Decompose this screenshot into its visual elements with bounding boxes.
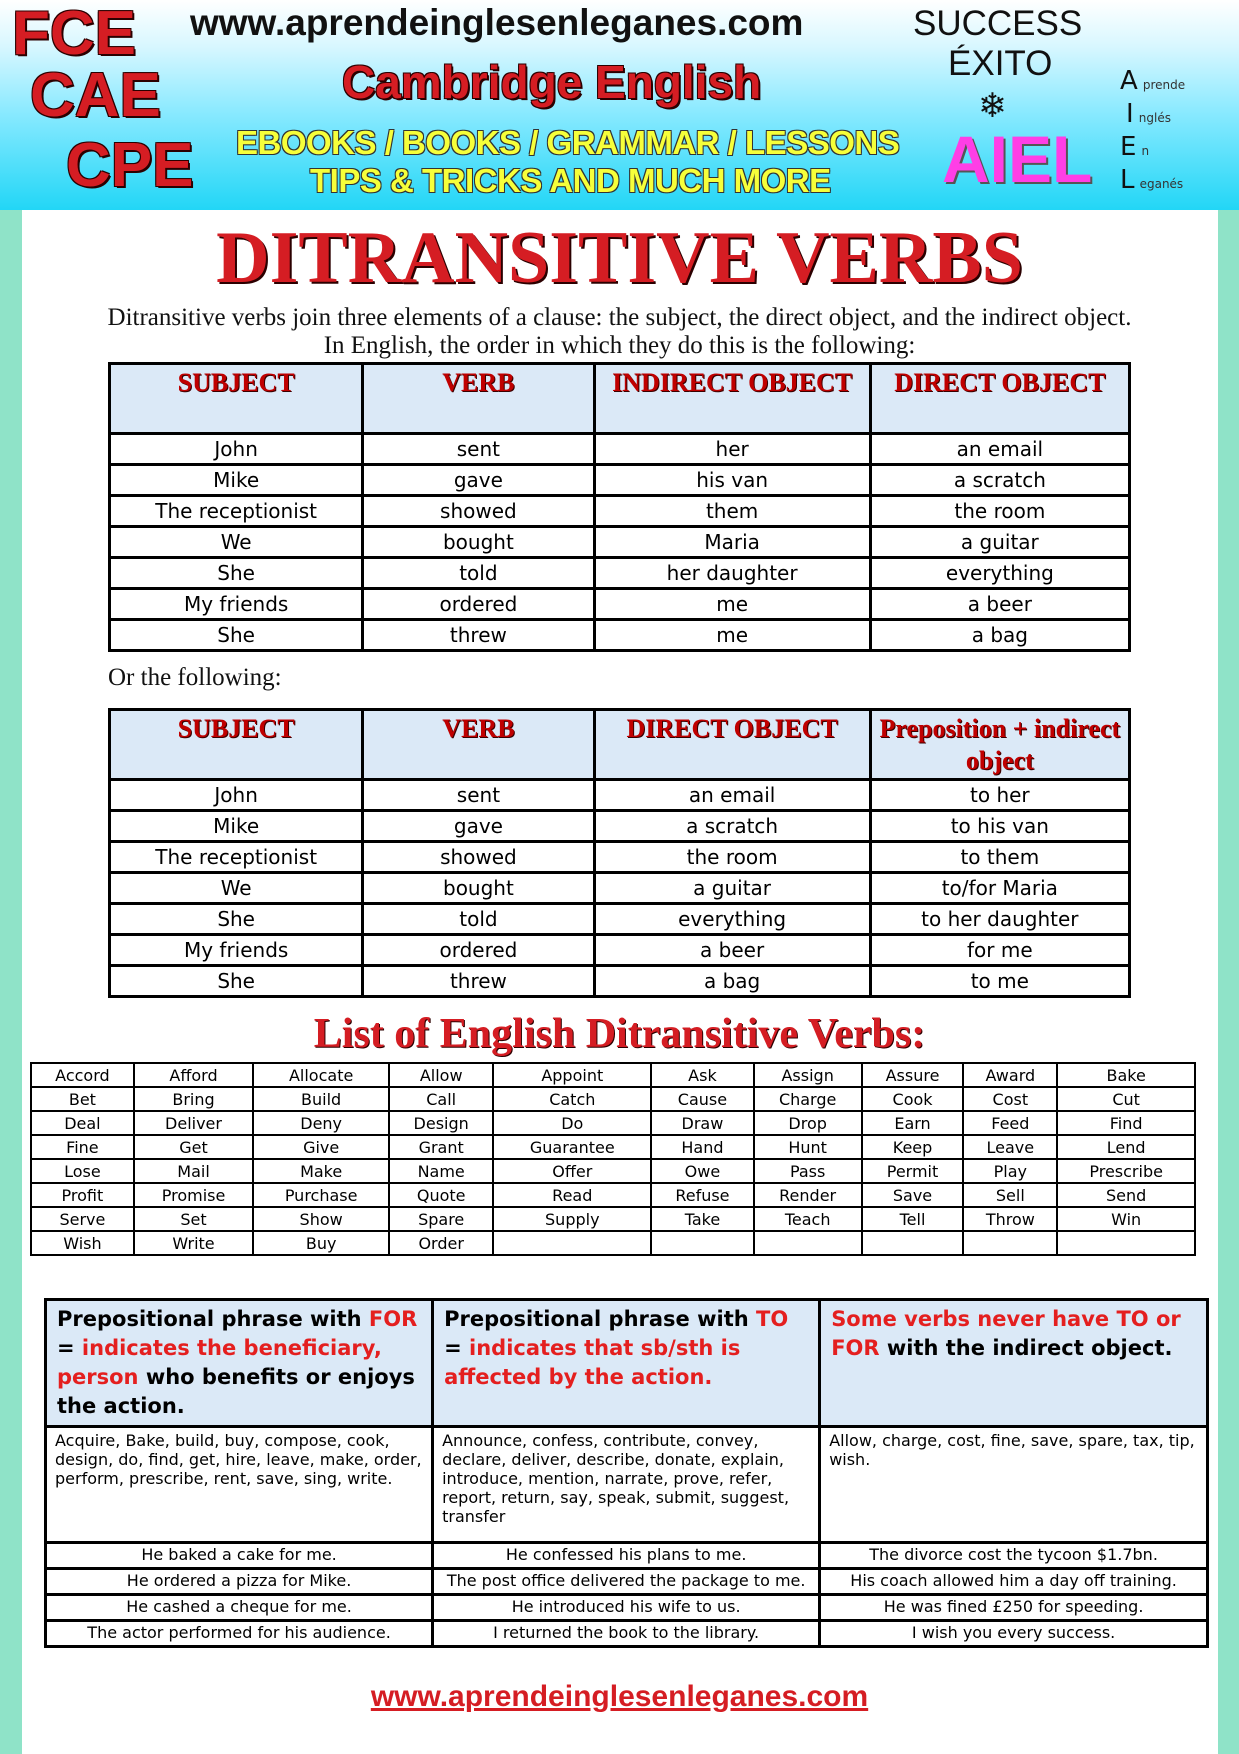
example-row [46,1543,1208,1569]
verb-cell: Render [754,1183,862,1207]
verb-cell: Leave [963,1135,1057,1159]
table-cell: me [594,620,870,651]
example-row [46,1595,1208,1621]
table-cell: My friends [110,589,363,620]
verb-cell: Build [253,1087,389,1111]
table-order-1 [108,362,1131,652]
verb-cell: Lend [1057,1135,1195,1159]
table-cell: to me [870,966,1129,997]
table-row [110,434,1130,465]
table-cell: She [110,904,363,935]
table-row [31,1231,1195,1255]
header-direct-object: DIRECT OBJECT [870,364,1129,434]
table-cell: We [110,873,363,904]
verb-cell: Teach [754,1207,862,1231]
intro-line-2: In English, the order in which they do this is the following: [323,332,916,359]
table-cell: a guitar [594,873,870,904]
verb-cell: Refuse [651,1183,753,1207]
table-order-2 [108,708,1131,998]
table-row [31,1063,1195,1087]
verb-cell: Deal [31,1111,134,1135]
verb-cell: Appoint [493,1063,651,1087]
example-cell: The post office delivered the package to me. [433,1569,820,1595]
table-cell: The receptionist [110,496,363,527]
table-cell: a beer [594,935,870,966]
verb-cell: Cost [963,1087,1057,1111]
table-cell: the room [594,842,870,873]
acrostic-rest: prende [1142,78,1186,92]
example-cell: The actor performed for his audience. [46,1621,433,1647]
verb-cell: Purchase [253,1183,389,1207]
table-cell: his van [594,465,870,496]
verb-cell: Give [253,1135,389,1159]
table-cell: them [594,496,870,527]
table-row [110,873,1130,904]
example-cell: He introduced his wife to us. [433,1595,820,1621]
verb-cell: Write [134,1231,253,1255]
verb-cell [754,1231,862,1255]
verb-cell: Permit [862,1159,964,1183]
example-cell: He cashed a cheque for me. [46,1595,433,1621]
verb-cell: Assure [862,1063,964,1087]
verb-cell: Fine [31,1135,134,1159]
brand-title: Cambridge English [342,56,762,108]
verb-cell: Owe [651,1159,753,1183]
table-cell: a scratch [594,811,870,842]
logo-fce: FCE [12,0,136,68]
table-cell: to her daughter [870,904,1129,935]
table-cell: a bag [594,966,870,997]
verb-cell: Design [389,1111,493,1135]
table-cell: told [363,904,594,935]
verb-cell [1057,1231,1195,1255]
table-row [110,935,1130,966]
table-cell: ordered [363,589,594,620]
table-row [31,1135,1195,1159]
table-cell: Maria [594,527,870,558]
table-row [110,465,1130,496]
verb-cell: Tell [862,1207,964,1231]
for-header: Prepositional phrase with FOR = indicates the beneficiary, person who benefits or enjoys the action. [46,1300,433,1427]
verb-cell: Allow [389,1063,493,1087]
footer-url[interactable]: www.aprendeinglesenleganes.com [370,1680,869,1713]
preposition-table [44,1298,1209,1648]
verb-cell [963,1231,1057,1255]
never-verb-list: Allow, charge, cost, fine, save, spare, tax, tip, wish. [820,1427,1208,1543]
table-cell: to her [870,780,1129,811]
success-label: SUCCESS [913,4,1083,43]
verb-cell: Accord [31,1063,134,1087]
to-header: Prepositional phrase with TO = indicates that sb/sth is affected by the action. [433,1300,820,1427]
acrostic-rest: nglés [1138,111,1171,125]
table-cell: She [110,966,363,997]
table-cell: an email [594,780,870,811]
table-cell: showed [363,496,594,527]
example-row [46,1569,1208,1595]
header-banner [0,0,1239,210]
or-following-label: Or the following: [108,664,282,691]
table-cell: to them [870,842,1129,873]
verb-cell: Offer [493,1159,651,1183]
page-title: DITRANSITIVE VERBS [216,217,1023,299]
logo-cae: CAE [30,61,161,130]
for-verb-list: Acquire, Bake, build, buy, compose, cook, design, do, find, get, hire, leave, make, order, perform, prescribe, rent, save, sing, write. [46,1427,433,1543]
table-cell: a guitar [870,527,1129,558]
table-cell: threw [363,966,594,997]
example-cell: I wish you every success. [820,1621,1208,1647]
verb-cell: Cook [862,1087,964,1111]
verb-cell: Do [493,1111,651,1135]
table-cell: ordered [363,935,594,966]
acrostic-letter: E [1120,132,1137,162]
table-row [31,1159,1195,1183]
verb-cell: Bring [134,1087,253,1111]
example-cell: He confessed his plans to me. [433,1543,820,1569]
aiel-logo: AIEL [942,122,1093,196]
verb-cell: Supply [493,1207,651,1231]
snowflake-icon: ❄ [978,86,1007,126]
table-cell: a bag [870,620,1129,651]
header-subject: SUBJECT [110,364,363,434]
table-row [31,1183,1195,1207]
verb-grid [30,1062,1196,1256]
verb-cell: Cause [651,1087,753,1111]
table-row [110,842,1130,873]
verb-cell: Allocate [253,1063,389,1087]
verb-cell: Hunt [754,1135,862,1159]
verb-cell: Quote [389,1183,493,1207]
acrostic-rest: n [1141,144,1150,158]
verb-cell: Drop [754,1111,862,1135]
table-cell: to/for Maria [870,873,1129,904]
verb-cell: Name [389,1159,493,1183]
header-preposition-indirect-object: Preposition + indirect object [870,710,1129,780]
table-cell: me [594,589,870,620]
table-cell: her [594,434,870,465]
verb-cell: Mail [134,1159,253,1183]
example-cell: The divorce cost the tycoon $1.7bn. [820,1543,1208,1569]
tagline-1: EBOOKS / BOOKS / GRAMMAR / LESSONS [236,124,900,161]
example-cell: I returned the book to the library. [433,1621,820,1647]
table-cell: a beer [870,589,1129,620]
example-cell: His coach allowed him a day off training. [820,1569,1208,1595]
table-cell: Mike [110,811,363,842]
table-cell: Mike [110,465,363,496]
table-cell: the room [870,496,1129,527]
verb-cell [862,1231,964,1255]
table-cell: The receptionist [110,842,363,873]
verb-cell: Deliver [134,1111,253,1135]
table-cell: an email [870,434,1129,465]
verb-cell: Serve [31,1207,134,1231]
exito-label: ÉXITO [948,44,1053,83]
verb-cell: Hand [651,1135,753,1159]
example-cell: He baked a cake for me. [46,1543,433,1569]
verb-cell: Award [963,1063,1057,1087]
verb-cell [651,1231,753,1255]
table-cell: John [110,434,363,465]
verb-cell: Promise [134,1183,253,1207]
verb-cell: Draw [651,1111,753,1135]
table-row [110,620,1130,651]
verb-cell: Sell [963,1183,1057,1207]
table-row [31,1087,1195,1111]
table-row [110,558,1130,589]
acrostic [1120,66,1230,198]
verb-cell: Deny [253,1111,389,1135]
header-indirect-object: INDIRECT OBJECT [594,364,870,434]
table-row [110,811,1130,842]
verb-cell: Pass [754,1159,862,1183]
verb-cell: Find [1057,1111,1195,1135]
verb-cell: Get [134,1135,253,1159]
to-verb-list: Announce, confess, contribute, convey, declare, deliver, describe, donate, explain, introduce, mention, narrate, prove, refer, report, return, say, speak, submit, suggest, transfer [433,1427,820,1543]
logo-cpe: CPE [66,131,194,200]
verb-cell [493,1231,651,1255]
verb-cell: Feed [963,1111,1057,1135]
table-cell: gave [363,811,594,842]
verb-cell: Take [651,1207,753,1231]
table-cell: She [110,558,363,589]
table-cell: bought [363,873,594,904]
verb-cell: Wish [31,1231,134,1255]
verb-cell: Catch [493,1087,651,1111]
table-row [31,1111,1195,1135]
table-cell: gave [363,465,594,496]
verb-cell: Assign [754,1063,862,1087]
table-cell: John [110,780,363,811]
table-cell: showed [363,842,594,873]
header-direct-object: DIRECT OBJECT [594,710,870,780]
table-cell: sent [363,780,594,811]
header-url[interactable]: www.aprendeinglesenleganes.com [190,2,804,43]
verb-cell: Read [493,1183,651,1207]
example-row [46,1621,1208,1647]
verb-cell: Set [134,1207,253,1231]
verb-cell: Call [389,1087,493,1111]
header-verb: VERB [363,364,594,434]
never-header: Some verbs never have TO or FOR with the indirect object. [820,1300,1208,1427]
verb-cell: Buy [253,1231,389,1255]
example-cell: He ordered a pizza for Mike. [46,1569,433,1595]
table-cell: She [110,620,363,651]
table-row [110,589,1130,620]
table-row [110,904,1130,935]
table-cell: everything [594,904,870,935]
table-row [110,966,1130,997]
verb-cell: Keep [862,1135,964,1159]
verb-cell: Lose [31,1159,134,1183]
verb-cell: Profit [31,1183,134,1207]
verb-cell: Order [389,1231,493,1255]
verb-cell: Win [1057,1207,1195,1231]
acrostic-letter: I [1126,99,1134,129]
verb-cell: Prescribe [1057,1159,1195,1183]
intro-line-1: Ditransitive verbs join three elements of a clause: the subject, the direct object, and the indirect object. [107,304,1132,331]
verb-list-title: List of English Ditransitive Verbs: [313,1011,926,1057]
header-verb: VERB [363,710,594,780]
verb-cell: Earn [862,1111,964,1135]
verb-cell: Send [1057,1183,1195,1207]
table-cell: told [363,558,594,589]
verb-cell: Save [862,1183,964,1207]
verb-cell: Charge [754,1087,862,1111]
example-cell: He was fined £250 for speeding. [820,1595,1208,1621]
acrostic-rest: eganés [1139,177,1184,191]
acrostic-letter: L [1120,165,1135,195]
verb-cell: Throw [963,1207,1057,1231]
table-row [110,496,1130,527]
table-cell: a scratch [870,465,1129,496]
table-row [110,780,1130,811]
table-cell: My friends [110,935,363,966]
table-cell: bought [363,527,594,558]
table-cell: everything [870,558,1129,589]
table-cell: to his van [870,811,1129,842]
verb-cell: Bake [1057,1063,1195,1087]
verb-cell: Spare [389,1207,493,1231]
table-cell: We [110,527,363,558]
verb-cell: Ask [651,1063,753,1087]
acrostic-letter: A [1120,66,1138,96]
table-cell: sent [363,434,594,465]
table-cell: threw [363,620,594,651]
verb-cell: Cut [1057,1087,1195,1111]
verb-cell: Show [253,1207,389,1231]
tagline-2: TIPS & TRICKS AND MUCH MORE [310,162,831,199]
header-subject: SUBJECT [110,710,363,780]
verb-cell: Guarantee [493,1135,651,1159]
verb-cell: Bet [31,1087,134,1111]
table-row [110,527,1130,558]
table-row [31,1207,1195,1231]
table-cell: her daughter [594,558,870,589]
verb-cell: Afford [134,1063,253,1087]
verb-cell: Make [253,1159,389,1183]
verb-cell: Play [963,1159,1057,1183]
verb-cell: Grant [389,1135,493,1159]
table-cell: for me [870,935,1129,966]
